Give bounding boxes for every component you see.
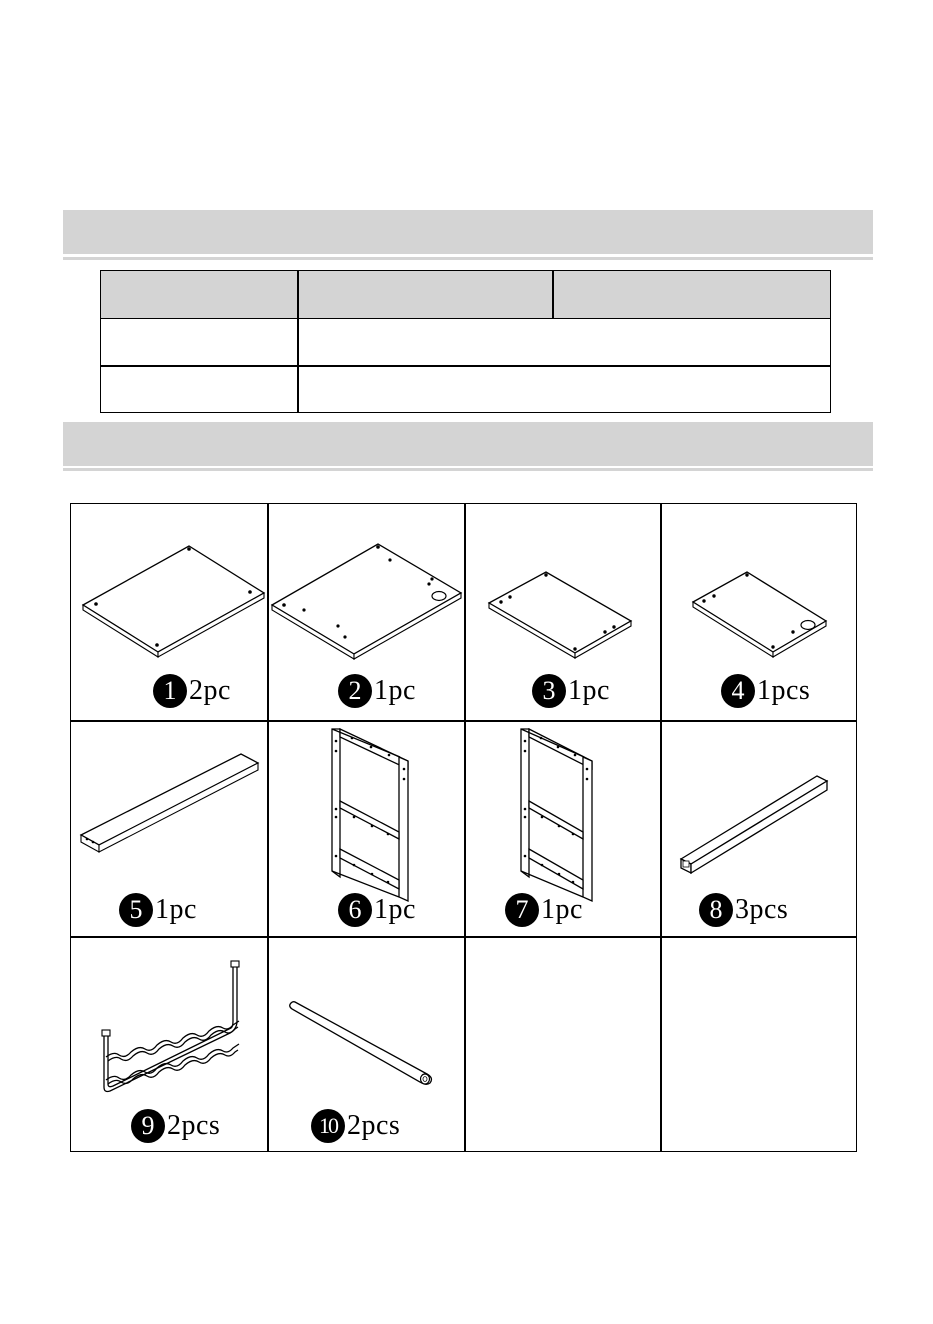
part-number-badge: 7 [505,893,539,927]
part-label [532,674,610,708]
section-band-top [63,210,873,254]
part-cell-2 [268,504,464,720]
part-number-badge: 8 [699,893,733,927]
part-number-badge: 9 [131,1109,165,1143]
section-band-parts [63,422,873,466]
part-quantity: 3pcs [735,894,789,925]
part-cell-5 [71,721,267,937]
part-label [119,893,197,927]
part-cell-1 [71,504,267,720]
part-number-badge: 6 [338,893,372,927]
part-label [338,893,416,927]
part-number-badge: 1 [153,674,187,708]
spec-table-header-row [101,271,830,319]
part-number-badge: 3 [532,674,566,708]
part-cell-4 [661,504,857,720]
part-quantity: 2pc [189,675,231,706]
part-quantity: 1pc [568,675,610,706]
part-cell-empty [661,937,857,1153]
part-quantity: 1pc [374,894,416,925]
part-label [311,1109,400,1143]
part-cell-3 [465,504,661,720]
part-quantity: 1pcs [757,675,811,706]
part-quantity: 2pcs [347,1110,401,1141]
part-quantity: 1pc [155,894,197,925]
part-number-badge: 10 [311,1109,345,1143]
section-band-top-underline [63,257,873,260]
part-label [721,674,810,708]
part-cell-empty [465,937,661,1153]
part-label [505,893,583,927]
part-cell-10 [268,937,464,1153]
part-cell-9 [71,937,267,1153]
spec-table-row-divider [101,365,830,367]
part-label [338,674,416,708]
part-label [153,674,231,708]
part-quantity: 2pcs [167,1110,221,1141]
part-cell-7 [465,721,661,937]
part-number-badge: 4 [721,674,755,708]
spec-table-divider [297,271,299,412]
part-quantity: 1pc [374,675,416,706]
part-number-badge: 2 [338,674,372,708]
part-number-badge: 5 [119,893,153,927]
part-cell-8 [661,721,857,937]
spec-table [100,270,831,413]
spec-table-divider [552,271,554,318]
part-label [131,1109,220,1143]
part-quantity: 1pc [541,894,583,925]
section-band-parts-underline [63,468,873,471]
part-cell-6 [268,721,464,937]
parts-list-grid [70,503,857,1152]
part-label [699,893,788,927]
